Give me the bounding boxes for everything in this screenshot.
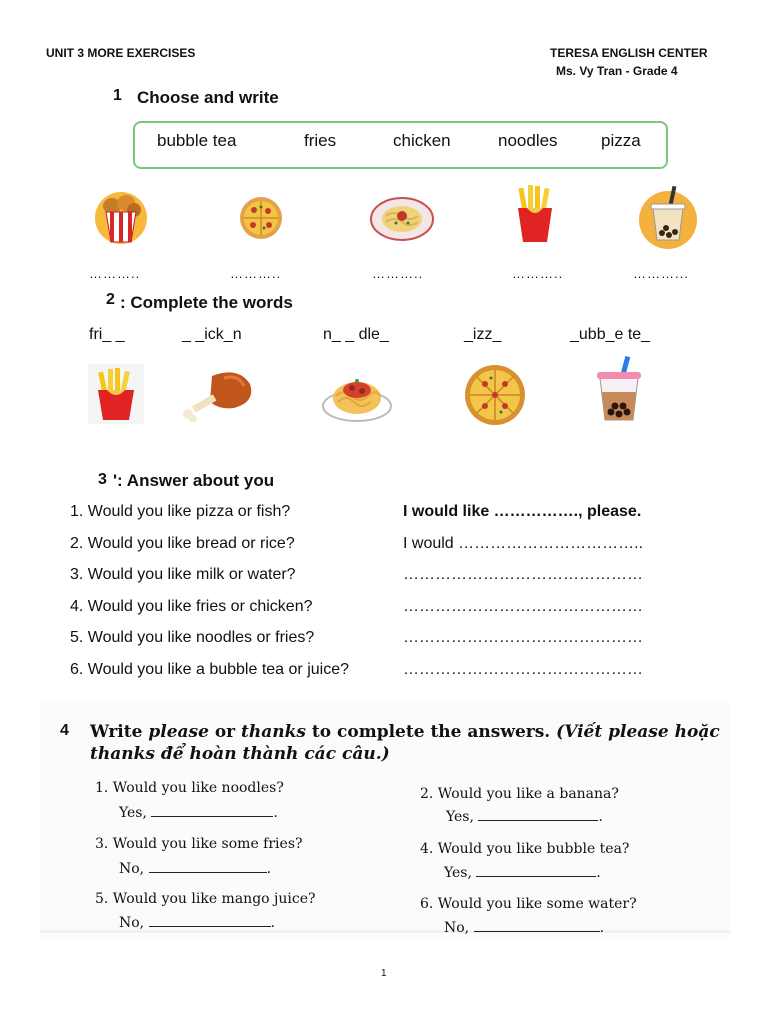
- ex4-question: 2. Would you like a banana?: [420, 786, 619, 802]
- fries-icon: [88, 364, 144, 424]
- ex4-answer-prefix: Yes,: [119, 805, 147, 821]
- ex4-answer-row: No, .: [444, 920, 605, 936]
- section1-number: 1: [113, 87, 122, 104]
- ex4-question: 5. Would you like mango juice?: [95, 891, 316, 907]
- answer-line: ………………………………………: [403, 566, 643, 583]
- answer-blank: ………..: [89, 266, 141, 281]
- question-text: 4. Would you like fries or chicken?: [70, 598, 313, 615]
- ex4-answer-prefix: No,: [444, 920, 470, 936]
- section4-title-vietnamese: (Viết please hoặc: [556, 722, 720, 742]
- section4-number: 4: [60, 722, 69, 739]
- word-bank-item: pizza: [601, 131, 641, 150]
- section2-number: 2: [106, 291, 115, 308]
- section2-title: : Complete the words: [120, 293, 293, 312]
- spaghetti-icon: [322, 366, 392, 424]
- missing-letters-word: n_ _ dle_: [323, 326, 389, 343]
- missing-letters-word: fri_ _: [89, 326, 125, 343]
- bubble-tea-icon: [592, 356, 646, 424]
- word-bank-item: bubble tea: [157, 131, 237, 150]
- header-teacher-grade: Ms. Vy Tran - Grade 4: [556, 64, 678, 78]
- ex4-answer-row: No, .: [119, 915, 276, 931]
- header-unit-title: UNIT 3 MORE EXERCISES: [46, 46, 196, 60]
- answer-line: I would ……………………………..: [403, 535, 644, 552]
- question-text: 6. Would you like a bubble tea or juice?: [70, 661, 349, 678]
- answer-blank: ………...: [633, 266, 689, 281]
- section4-title-part: or: [208, 722, 242, 742]
- answer-blank: ………..: [230, 266, 282, 281]
- question-text: 1. Would you like pizza or fish?: [70, 503, 291, 520]
- section4-title-line1: [90, 722, 720, 742]
- fill-blank-input[interactable]: [149, 860, 267, 873]
- missing-letters-word: _ _ick_n: [182, 326, 242, 343]
- ex4-answer-row: Yes, .: [119, 805, 278, 821]
- question-text: 3. Would you like milk or water?: [70, 566, 296, 583]
- answer-line: ………………………………………: [403, 598, 643, 615]
- section3-number: 3: [98, 471, 107, 488]
- question-text: 5. Would you like noodles or fries?: [70, 629, 315, 646]
- answer-blank: ………..: [372, 266, 424, 281]
- page-number: 1: [381, 968, 387, 979]
- ex4-question: 4. Would you like bubble tea?: [420, 841, 630, 857]
- ex4-answer-row: No, .: [119, 861, 272, 877]
- section4-title-part: Write: [90, 722, 149, 742]
- ex4-answer-prefix: No,: [119, 861, 145, 877]
- missing-letters-word: _ubb_e te_: [570, 326, 651, 343]
- word-bank-item: fries: [304, 131, 337, 150]
- pizza-icon: [236, 195, 286, 241]
- answer-line: ………………………………………: [403, 629, 643, 646]
- answer-blank: ………..: [512, 266, 564, 281]
- ex4-answer-prefix: Yes,: [446, 809, 474, 825]
- answer-line: ………………………………………: [403, 661, 643, 678]
- fill-blank-input[interactable]: [151, 804, 273, 817]
- section4-title-please: please: [148, 722, 209, 742]
- fried-chicken-bucket-icon: [94, 190, 148, 246]
- bubble-tea-icon: [638, 184, 698, 250]
- missing-letters-word: _izz_: [464, 326, 502, 343]
- word-bank-item: noodles: [498, 131, 558, 150]
- fill-blank-input[interactable]: [149, 914, 271, 927]
- fries-icon: [514, 184, 556, 244]
- ex4-answer-row: Yes, .: [446, 809, 603, 825]
- word-bank-item: chicken: [393, 131, 451, 150]
- fill-blank-input[interactable]: [478, 808, 598, 821]
- ex4-question: 6. Would you like some water?: [420, 896, 637, 912]
- example-answer: I would like ……………., please.: [403, 503, 642, 520]
- ex4-question: 1. Would you like noodles?: [95, 780, 284, 796]
- fill-blank-input[interactable]: [476, 864, 596, 877]
- ex4-answer-prefix: Yes,: [444, 865, 472, 881]
- pizza-icon: [463, 364, 527, 426]
- question-text: 2. Would you like bread or rice?: [70, 535, 295, 552]
- section4-title-line2: thanks để hoàn thành các câu.): [90, 744, 390, 764]
- header-center-name: TERESA ENGLISH CENTER: [550, 46, 708, 60]
- section4-title-thanks: thanks: [241, 722, 306, 742]
- section4-title-part: to complete the answers.: [305, 722, 557, 742]
- ex4-question: 3. Would you like some fries?: [95, 836, 303, 852]
- ex4-answer-row: Yes, .: [444, 865, 601, 881]
- section3-title: ': Answer about you: [113, 471, 275, 490]
- ex4-answer-prefix: No,: [119, 915, 145, 931]
- section1-title: Choose and write: [137, 88, 279, 107]
- fill-blank-input[interactable]: [474, 919, 600, 932]
- noodles-plate-icon: [370, 196, 434, 242]
- chicken-leg-icon: [180, 366, 256, 422]
